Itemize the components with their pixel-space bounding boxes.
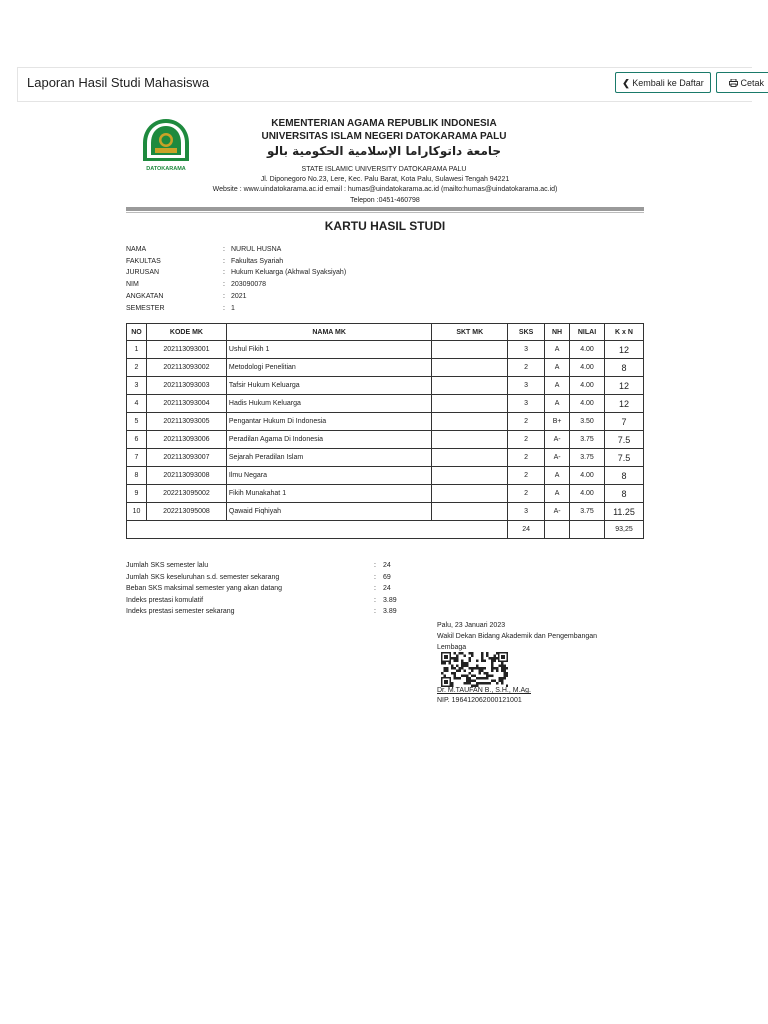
ministry-name: KEMENTERIAN AGAMA REPUBLIK INDONESIA (271, 118, 497, 129)
table-cell: 3.75 (570, 431, 605, 449)
table-cell: 7.5 (605, 431, 644, 449)
table-cell (432, 485, 508, 503)
table-cell (432, 431, 508, 449)
table-cell: A- (545, 431, 570, 449)
signature-position: Wakil Dekan Bidang Akademik dan Pengembangan Lembaga (437, 633, 598, 651)
table-cell: 7 (605, 413, 644, 431)
table-cell (432, 503, 508, 521)
student-info-row: SEMESTER : 1 (126, 304, 235, 312)
printer-icon (729, 79, 738, 87)
table-cell: A (545, 395, 570, 413)
total-sks: 24 (508, 521, 545, 539)
column-header: NILAI (570, 324, 605, 341)
university-phone: Telepon :0451-460798 (350, 197, 420, 204)
study-summary (126, 560, 397, 618)
table-cell: 4.00 (570, 485, 605, 503)
table-cell (432, 377, 508, 395)
table-row (127, 467, 644, 485)
table-cell: 2 (508, 359, 545, 377)
table-row (127, 413, 644, 431)
university-name-english: STATE ISLAMIC UNIVERSITY DATOKARAMA PALU (301, 166, 467, 173)
table-cell: Sejarah Peradilan Islam (226, 449, 431, 467)
table-cell: Tafsir Hukum Keluarga (226, 377, 431, 395)
table-cell: 9 (127, 485, 147, 503)
table-cell: 2 (508, 485, 545, 503)
table-cell: 7 (127, 449, 147, 467)
letterhead-divider-thin (126, 212, 644, 213)
table-cell: 4.00 (570, 467, 605, 485)
table-cell: 2 (127, 359, 147, 377)
table-cell: 202113093006 (146, 431, 226, 449)
table-cell (432, 395, 508, 413)
table-cell: Metodologi Penelitian (226, 359, 431, 377)
table-cell: 11.25 (605, 503, 644, 521)
table-cell: 202113093003 (146, 377, 226, 395)
table-row (127, 395, 644, 413)
table-cell (432, 449, 508, 467)
table-row (127, 485, 644, 503)
total-kxn: 93,25 (605, 521, 644, 539)
table-cell: 2 (508, 467, 545, 485)
table-cell: 4.00 (570, 341, 605, 359)
table-cell: 8 (605, 467, 644, 485)
table-cell: 8 (605, 485, 644, 503)
table-cell: 7.5 (605, 449, 644, 467)
table-cell: A (545, 485, 570, 503)
table-cell: Ushul Fikih 1 (226, 341, 431, 359)
table-cell: 6 (127, 431, 147, 449)
student-info (126, 244, 346, 314)
table-cell (432, 359, 508, 377)
table-cell: 2 (508, 449, 545, 467)
table-cell: A (545, 377, 570, 395)
document-title: KARTU HASIL STUDI (324, 219, 446, 233)
signature-qr-code (441, 652, 508, 687)
student-info-row: NAMA : NURUL HUSNA (126, 246, 282, 253)
university-website: Website : www.uindatokarama.ac.id email : humas@uindatokarama.ac.id (mailto:humas@uindatokarama.ac.id) (212, 186, 558, 193)
summary-row: Beban SKS maksimal semester yang akan datang : 24 (126, 585, 391, 592)
table-cell: 1 (127, 341, 147, 359)
table-row (127, 377, 644, 395)
table-cell: 4.00 (570, 395, 605, 413)
table-cell: 10 (127, 503, 147, 521)
column-header: K x N (605, 324, 644, 341)
signature-place-date: Palu, 23 Januari 2023 (437, 622, 506, 629)
signer-nip: NIP. 196412062000121001 (437, 697, 522, 704)
student-info-row: ANGKATAN : 2021 (126, 292, 247, 300)
column-header: NH (545, 324, 570, 341)
chevron-left-icon: ❮ (622, 78, 630, 88)
table-row (127, 503, 644, 521)
table-cell: A (545, 341, 570, 359)
column-header: SKS (508, 324, 545, 341)
student-info-row: FAKULTAS : Fakultas Syariah (126, 257, 284, 265)
table-cell: 2 (508, 413, 545, 431)
table-cell: 202113093008 (146, 467, 226, 485)
table-row (127, 431, 644, 449)
summary-row: Indeks prestasi komulatif : 3.89 (126, 596, 397, 604)
print-button[interactable] (716, 72, 768, 93)
page-header (17, 67, 765, 102)
table-cell: 5 (127, 413, 147, 431)
university-address: Jl. Diponegoro No.23, Lere, Kec. Palu Barat, Kota Palu, Sulawesi Tengah 94221 (260, 176, 510, 183)
table-cell: Hadis Hukum Keluarga (226, 395, 431, 413)
student-info-row: JURUSAN : Hukum Keluarga (Akhwal Syaksiyah) (126, 269, 347, 277)
university-name: UNIVERSITAS ISLAM NEGERI DATOKARAMA PALU (261, 131, 507, 142)
signer-name: Dr. M.TAUFAN B., S.H., M.Ag. (437, 687, 531, 694)
table-cell: 202113093007 (146, 449, 226, 467)
page-title: Laporan Hasil Studi Mahasiswa (27, 75, 210, 90)
table-cell: 202113093002 (146, 359, 226, 377)
university-logo (133, 117, 199, 175)
table-cell: 202213095002 (146, 485, 226, 503)
table-cell: 12 (605, 395, 644, 413)
table-cell: 202113093004 (146, 395, 226, 413)
column-header: NAMA MK (226, 324, 431, 341)
table-cell (432, 467, 508, 485)
table-cell: 3.75 (570, 449, 605, 467)
summary-row: Jumlah SKS semester lalu : 24 (126, 562, 391, 569)
table-cell: 8 (605, 359, 644, 377)
table-cell (432, 413, 508, 431)
print-button-label: Cetak (740, 78, 765, 88)
back-to-list-button[interactable] (615, 72, 711, 93)
table-cell: 202113093001 (146, 341, 226, 359)
back-button-label: Kembali ke Daftar (632, 78, 704, 88)
table-cell: 3 (127, 377, 147, 395)
university-name-arabic: جامعة داتوكاراما الإسلامية الحكومية بالو (266, 144, 502, 158)
logo-caption: DATOKARAMA (146, 166, 186, 172)
table-row (127, 449, 644, 467)
table-cell: Peradilan Agama Di Indonesia (226, 431, 431, 449)
table-total-row (127, 521, 644, 539)
table-cell: 4 (127, 395, 147, 413)
table-cell: B+ (545, 413, 570, 431)
table-row (127, 359, 644, 377)
table-cell: Qawaid Fiqhiyah (226, 503, 431, 521)
table-cell: 3.75 (570, 503, 605, 521)
column-header: KODE MK (146, 324, 226, 341)
letterhead-divider (126, 207, 644, 211)
table-cell: 2 (508, 431, 545, 449)
table-cell: Fikih Munakahat 1 (226, 485, 431, 503)
signature-block (437, 620, 627, 653)
table-row (127, 341, 644, 359)
table-cell: 3.50 (570, 413, 605, 431)
table-cell: 12 (605, 377, 644, 395)
table-cell: 4.00 (570, 377, 605, 395)
table-header-row (127, 324, 644, 341)
table-cell: 3 (508, 377, 545, 395)
table-cell (432, 341, 508, 359)
column-header: SKT MK (432, 324, 508, 341)
table-cell: 3 (508, 395, 545, 413)
table-cell: 3 (508, 341, 545, 359)
table-cell: 202213095008 (146, 503, 226, 521)
table-cell: 3 (508, 503, 545, 521)
grades-table (126, 323, 644, 539)
table-cell: 202113093005 (146, 413, 226, 431)
table-cell: A (545, 359, 570, 377)
table-cell: 4.00 (570, 359, 605, 377)
table-cell: Ilmu Negara (226, 467, 431, 485)
table-cell: 8 (127, 467, 147, 485)
summary-row: Indeks prestasi semester sekarang : 3.89 (126, 608, 397, 615)
table-cell: A (545, 467, 570, 485)
student-info-row: NIM : 203090078 (126, 281, 267, 289)
column-header: NO (127, 324, 147, 341)
table-cell: 12 (605, 341, 644, 359)
table-cell: A- (545, 503, 570, 521)
table-cell: Pengantar Hukum Di Indonesia (226, 413, 431, 431)
summary-row: Jumlah SKS keseluruhan s.d. semester sekarang : 69 (126, 573, 391, 581)
table-cell: A- (545, 449, 570, 467)
